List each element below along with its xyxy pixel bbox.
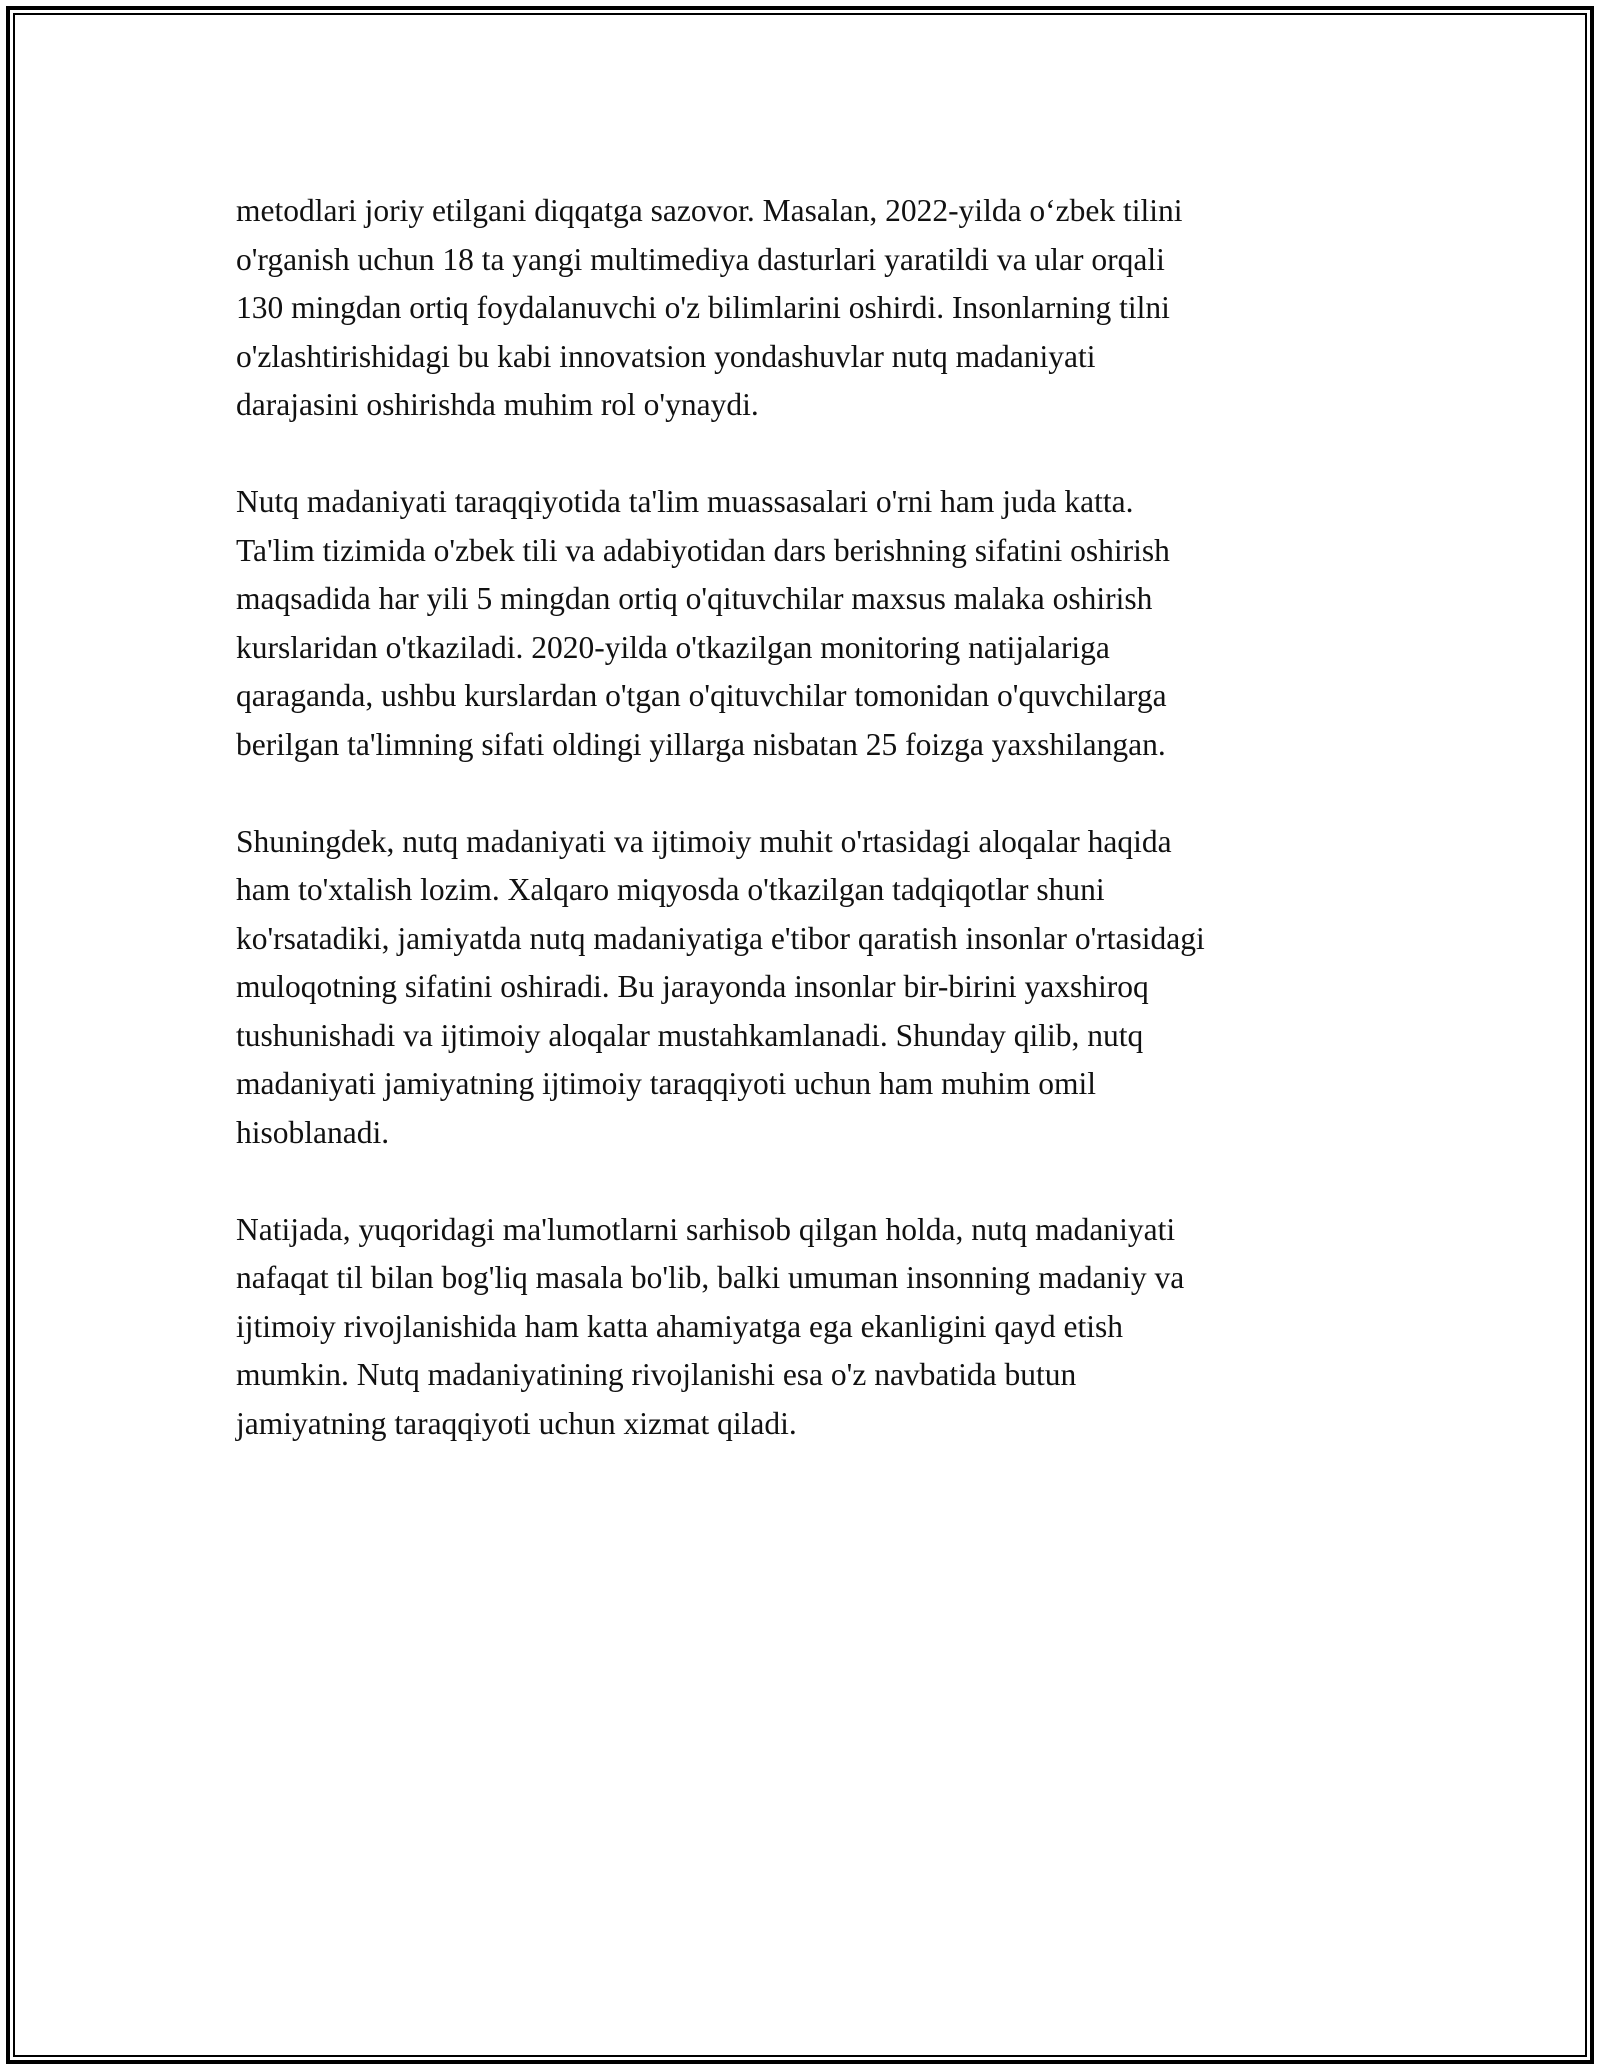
text-line: ko'rsatadiki, jamiyatda nutq madaniyatiga e'tibor qaratish insonlar o'rtasidagi [236, 920, 1205, 956]
paragraph [236, 818, 1386, 1158]
text-line: hisoblanadi. [236, 1114, 390, 1150]
text-line: ham to'xtalish lozim. Xalqaro miqyosda o'tkazilgan tadqiqotlar shuni [236, 872, 1105, 907]
text-line: madaniyati jamiyatning ijtimoiy taraqqiyoti uchun ham muhim omil [236, 1066, 1096, 1101]
text-line: o'zlashtirishidagi bu kabi innovatsion yondashuvlar nutq madaniyati [236, 338, 1096, 374]
text-line: mumkin. Nutq madaniyatining rivojlanishi esa o'z navbatida butun [236, 1357, 1077, 1392]
paragraph [236, 187, 1386, 430]
text-line: Nutq madaniyati taraqqiyotida ta'lim muassasalari o'rni ham juda katta. [236, 484, 1134, 519]
text-line: darajasini oshirishda muhim rol o'ynaydi. [236, 387, 759, 422]
text-line: qaraganda, ushbu kurslardan o'tgan o'qituvchilar tomonidan o'quvchilarga [236, 678, 1167, 713]
text-line: kurslaridan o'tkaziladi. 2020-yilda o'tkazilgan monitoring natijalariga [236, 629, 1110, 665]
text-line: metodlari joriy etilgani diqqatga sazovor. Masalan, 2022-yilda o‘zbek tilini [236, 193, 1183, 228]
paragraph [236, 478, 1386, 769]
text-line: nafaqat til bilan bog'liq masala bo'lib, balki umuman insonning madaniy va [236, 1260, 1185, 1295]
text-line: tushunishadi va ijtimoiy aloqalar mustahkamlanadi. Shunday qilib, nutq [236, 1017, 1144, 1053]
text-line: berilgan ta'limning sifati oldingi yillarga nisbatan 25 foizga yaxshilangan. [236, 726, 1166, 762]
text-line: o'rganish uchun 18 ta yangi multimediya dasturlari yaratildi va ular orqali [236, 241, 1165, 277]
document-body [236, 187, 1386, 1497]
text-line: 130 mingdan ortiq foydalanuvchi o'z bilimlarini oshirdi. Insonlarning tilni [236, 290, 1170, 325]
text-line: muloqotning sifatini oshiradi. Bu jarayonda insonlar bir-birini yaxshiroq [236, 969, 1149, 1004]
text-line: ijtimoiy rivojlanishida ham katta ahamiyatga ega ekanligini qayd etish [236, 1308, 1124, 1344]
text-line: maqsadida har yili 5 mingdan ortiq o'qituvchilar maxsus malaka oshirish [236, 581, 1153, 616]
paragraph [236, 1206, 1386, 1449]
text-line: Ta'lim tizimida o'zbek tili va adabiyotidan dars berishning sifatini oshirish [236, 532, 1170, 568]
text-line: Natijada, yuqoridagi ma'lumotlarni sarhisob qilgan holda, nutq madaniyati [236, 1211, 1176, 1247]
text-line: jamiyatning taraqqiyoti uchun xizmat qiladi. [236, 1405, 797, 1441]
text-line: Shuningdek, nutq madaniyati va ijtimoiy muhit o'rtasidagi aloqalar haqida [236, 823, 1172, 859]
